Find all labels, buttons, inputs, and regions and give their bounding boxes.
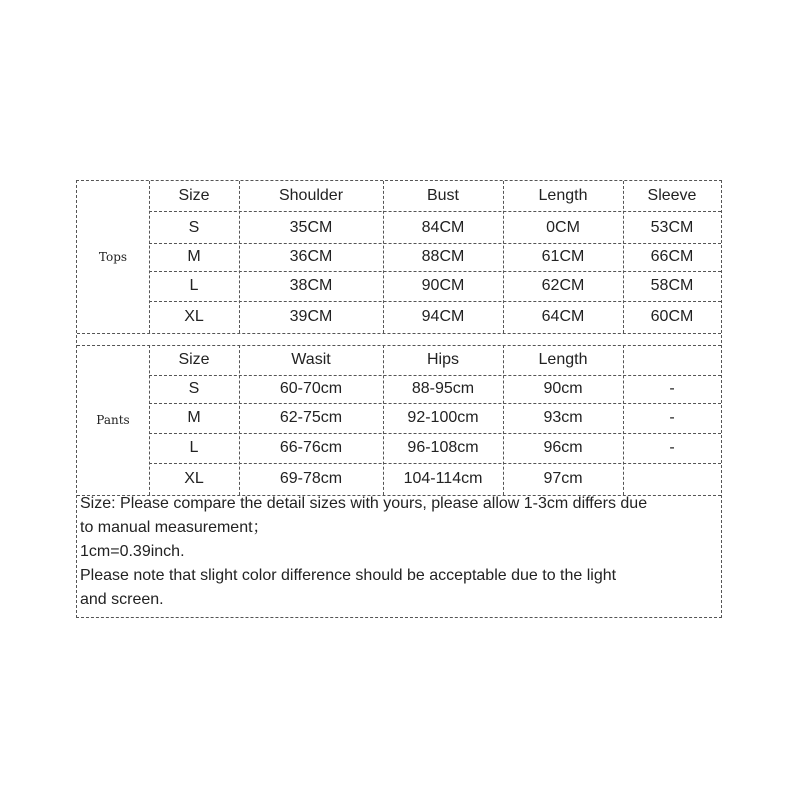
pants-cell: 104-114cm [403,470,483,487]
tops-header-length: Length [538,187,588,204]
tops-cell: 36CM [289,248,333,265]
pants-header-waist: Wasit [291,351,331,368]
pants-cell: 97cm [543,470,583,487]
pants-cell: 92-100cm [407,409,479,426]
note-line: and screen. [80,591,164,608]
pants-header-hips: Hips [426,351,459,368]
pants-cell: S [188,380,200,397]
tops-cell: S [188,219,200,236]
pants-header-empty [623,345,721,375]
tops-cell: 35CM [289,219,333,236]
grid-hline [149,211,721,212]
tops-cell: 64CM [541,308,585,325]
note-line: 1cm=0.39inch. [80,543,185,560]
section-divider [77,333,721,334]
tops-cell: 38CM [289,277,333,294]
tops-cell: 58CM [650,277,694,294]
pants-cell: 60-70cm [279,380,343,397]
tops-cell: 88CM [421,248,465,265]
pants-cell: 90cm [543,380,583,397]
tops-header-shoulder: Shoulder [278,187,344,204]
pants-cell: XL [184,470,204,487]
pants-cell: - [669,380,675,397]
tops-label: Tops [98,250,128,264]
pants-cell: 66-76cm [279,439,343,456]
tops-cell: 66CM [650,248,694,265]
pants-cell: L [189,439,199,456]
pants-cell: M [187,409,201,426]
tops-cell: 0CM [546,219,580,236]
tops-cell: 94CM [421,308,465,325]
note-line: to manual measurement； [80,519,269,536]
tops-header-bust: Bust [426,187,459,204]
pants-header-length: Length [538,351,588,368]
tops-cell: 39CM [289,308,333,325]
pants-cell: 96-108cm [407,439,479,456]
tops-cell: M [187,248,201,265]
pants-cell: - [669,409,675,426]
tops-cell: 61CM [541,248,585,265]
pants-cell: 93cm [543,409,583,426]
pants-cell: 96cm [543,439,583,456]
tops-header-size: Size [178,187,210,204]
tops-cell: 53CM [650,219,694,236]
tops-cell: L [189,277,199,294]
tops-cell: 62CM [541,277,585,294]
pants-cell [623,463,721,495]
pants-label: Pants [96,413,130,427]
tops-cell: XL [184,308,204,325]
pants-cell: 88-95cm [411,380,475,397]
tops-cell: 84CM [421,219,465,236]
tops-header-sleeve: Sleeve [647,187,697,204]
tops-cell: 90CM [421,277,465,294]
pants-cell: 62-75cm [279,409,343,426]
tops-cell: 60CM [650,308,694,325]
note-line: Size: Please compare the detail sizes with yours, please allow 1-3cm differs due [80,495,648,512]
pants-cell: 69-78cm [279,470,343,487]
pants-cell: - [669,439,675,456]
pants-header-size: Size [178,351,210,368]
note-line: Please note that slight color difference should be acceptable due to the light [80,567,617,584]
